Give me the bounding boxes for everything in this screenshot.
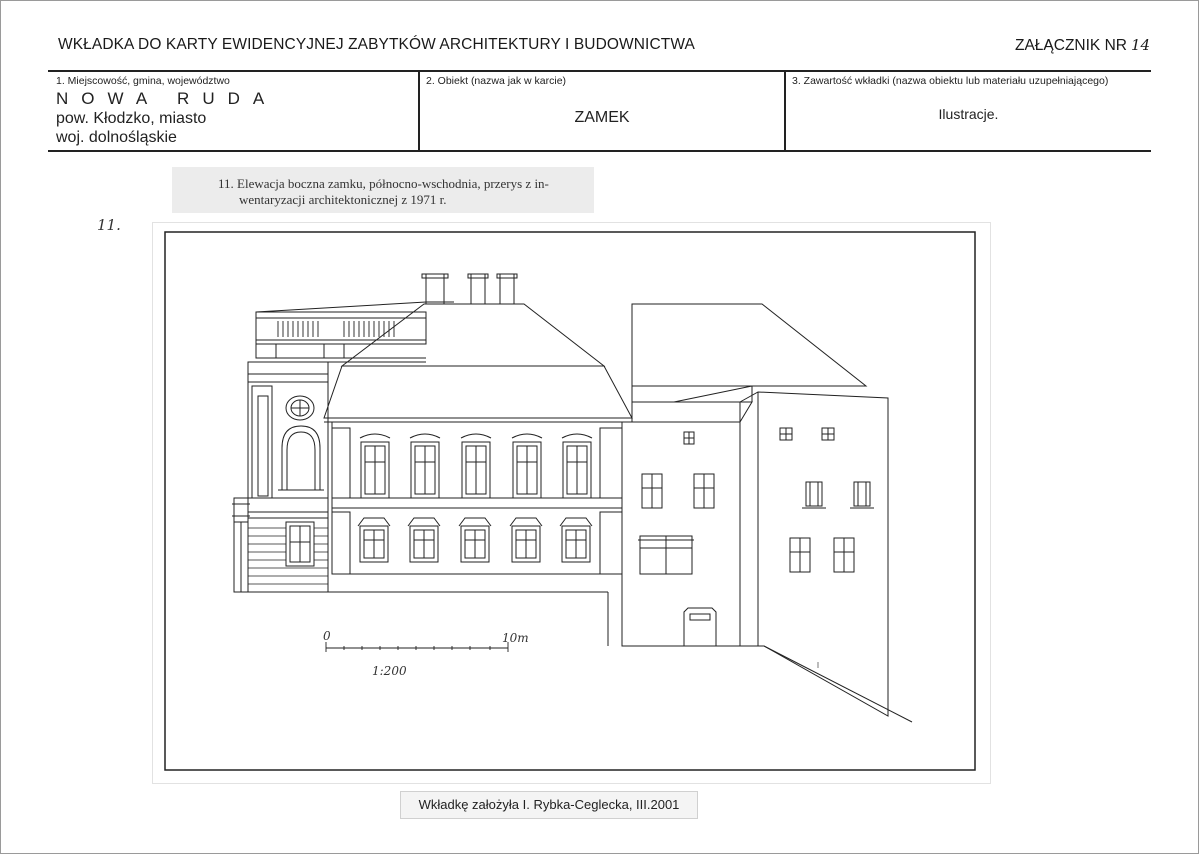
elevation-drawing xyxy=(152,222,990,783)
voivodeship-name: woj. dolnośląskie xyxy=(56,129,177,146)
town-name: NOWA RUDA xyxy=(56,89,278,108)
object-cell xyxy=(418,72,784,150)
caption-line-2: wentaryzacji architektonicznej z 1971 r. xyxy=(239,192,447,207)
object-name: ZAMEK xyxy=(574,109,630,126)
contents-label: 3. Zawartość wkładki (nazwa obiektu lub materiału uzupełniającego) xyxy=(792,75,1109,87)
scale-end-label: 10m xyxy=(502,631,529,645)
balusters xyxy=(278,321,394,337)
object-label: 2. Obiekt (nazwa jak w karcie) xyxy=(426,75,567,87)
right-wing xyxy=(622,304,912,722)
handwritten-figure-number: 11. xyxy=(97,216,121,234)
lower-windows xyxy=(358,518,592,562)
district-name: pow. Kłodzko, miasto xyxy=(56,110,207,127)
annex-number: 14 xyxy=(1130,36,1151,54)
figure-caption xyxy=(172,167,594,213)
footer-credit: Wkładkę założyła I. Rybka-Ceglecka, III.2001 xyxy=(418,797,680,812)
scale-start-label: 0 xyxy=(323,629,331,643)
annex-label xyxy=(1015,36,1150,55)
info-table xyxy=(48,70,1151,152)
location-cell xyxy=(48,72,418,150)
scale-ratio-label: 1:200 xyxy=(372,664,407,678)
caption-line-1: 11. Elewacja boczna zamku, północno-wschodnia, przerys z in- xyxy=(218,176,549,191)
left-tower xyxy=(232,302,608,646)
scale-bar xyxy=(326,642,508,652)
contents-value: Ilustracje. xyxy=(938,106,999,122)
document-title: WKŁADKA DO KARTY EWIDENCYJNEJ ZABYTKÓW ARCHITEKTURY I BUDOWNICTWA xyxy=(58,36,695,53)
contents-cell xyxy=(784,72,1151,150)
upper-windows xyxy=(360,434,592,498)
central-wing xyxy=(324,274,632,574)
location-label: 1. Miejscowość, gmina, województwo xyxy=(56,75,230,87)
footer-credit-box xyxy=(400,791,698,819)
annex-label-text: ZAŁĄCZNIK NR xyxy=(1015,37,1127,54)
